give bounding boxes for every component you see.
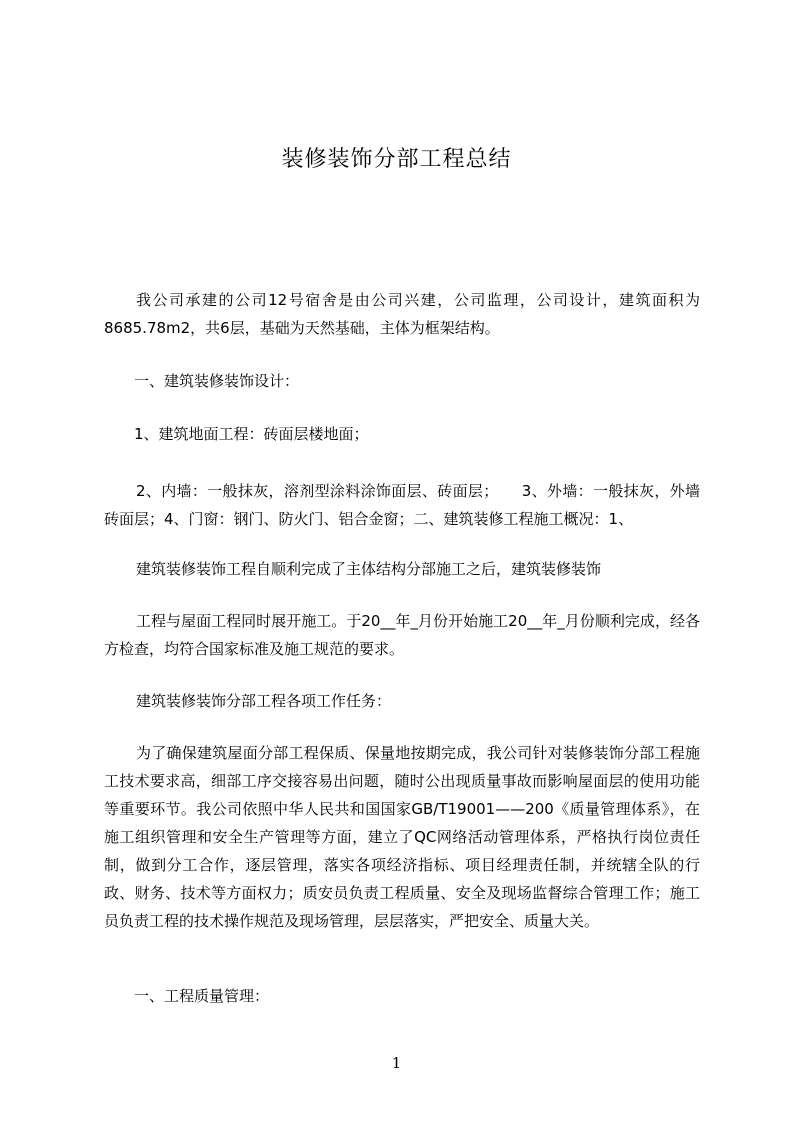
heading-quality-management: 一、工程质量管理：	[134, 987, 270, 1005]
paragraph-walls-and-windows: 2、内墙：一般抹灰，溶剂型涂料涂饰面层、砖面层； 3、外墙：一般抹灰，外墙砖面层；4、门窗：钢门、防火门、铝合金窗；二、建筑装修工程施工概况：1、	[104, 482, 700, 528]
paragraph-floor-works: 1、建筑地面工程：砖面层楼地面；	[134, 425, 369, 443]
heading-design: 一、建筑装修装饰设计：	[134, 372, 300, 390]
heading-work-tasks: 建筑装修装饰分部工程各项工作任务：	[136, 692, 392, 710]
document-title: 装修装饰分部工程总结	[281, 147, 512, 172]
paragraph-project-overview: 我公司承建的公司12号宿舍是由公司兴建，公司监理，公司设计，建筑面积为8685.78m2，共6层，基础为天然基础，主体为框架结构。	[104, 291, 700, 337]
page-number: 1	[391, 1054, 402, 1072]
paragraph-construction-start: 建筑装修装饰工程自顺利完成了主体结构分部施工之后，建筑装修装饰	[136, 560, 602, 578]
paragraph-construction-schedule: 工程与屋面工程同时展开施工。于20__年_月份开始施工20__年_月份顺利完成，经各方检查，均符合国家标准及施工规范的要求。	[104, 612, 700, 658]
paragraph-quality-measures: 为了确保建筑屋面分部工程保质、保量地按期完成，我公司针对装修装饰分部工程施工技术要求高，细部工序交接容易出问题，随时公出现质量事故而影响屋面层的使用功能等重要环节。我公司依照中华人民共和国国家GB/T19001——200《质量管理体系》，在施工组织管理和安全生产管理等方面，建立了QC网络活动管理体系，严格执行岗位责任制，做到分工合作，逐层管理，落实各项经济指标、项目经理责任制，并统辖全队的行政、财务、技术等方面权力；质安员负责工程质量、安全及现场监督综合管理工作；施工员负责工程的技术操作规范及现场管理，层层落实，严把安全、质量大关。	[104, 744, 700, 930]
